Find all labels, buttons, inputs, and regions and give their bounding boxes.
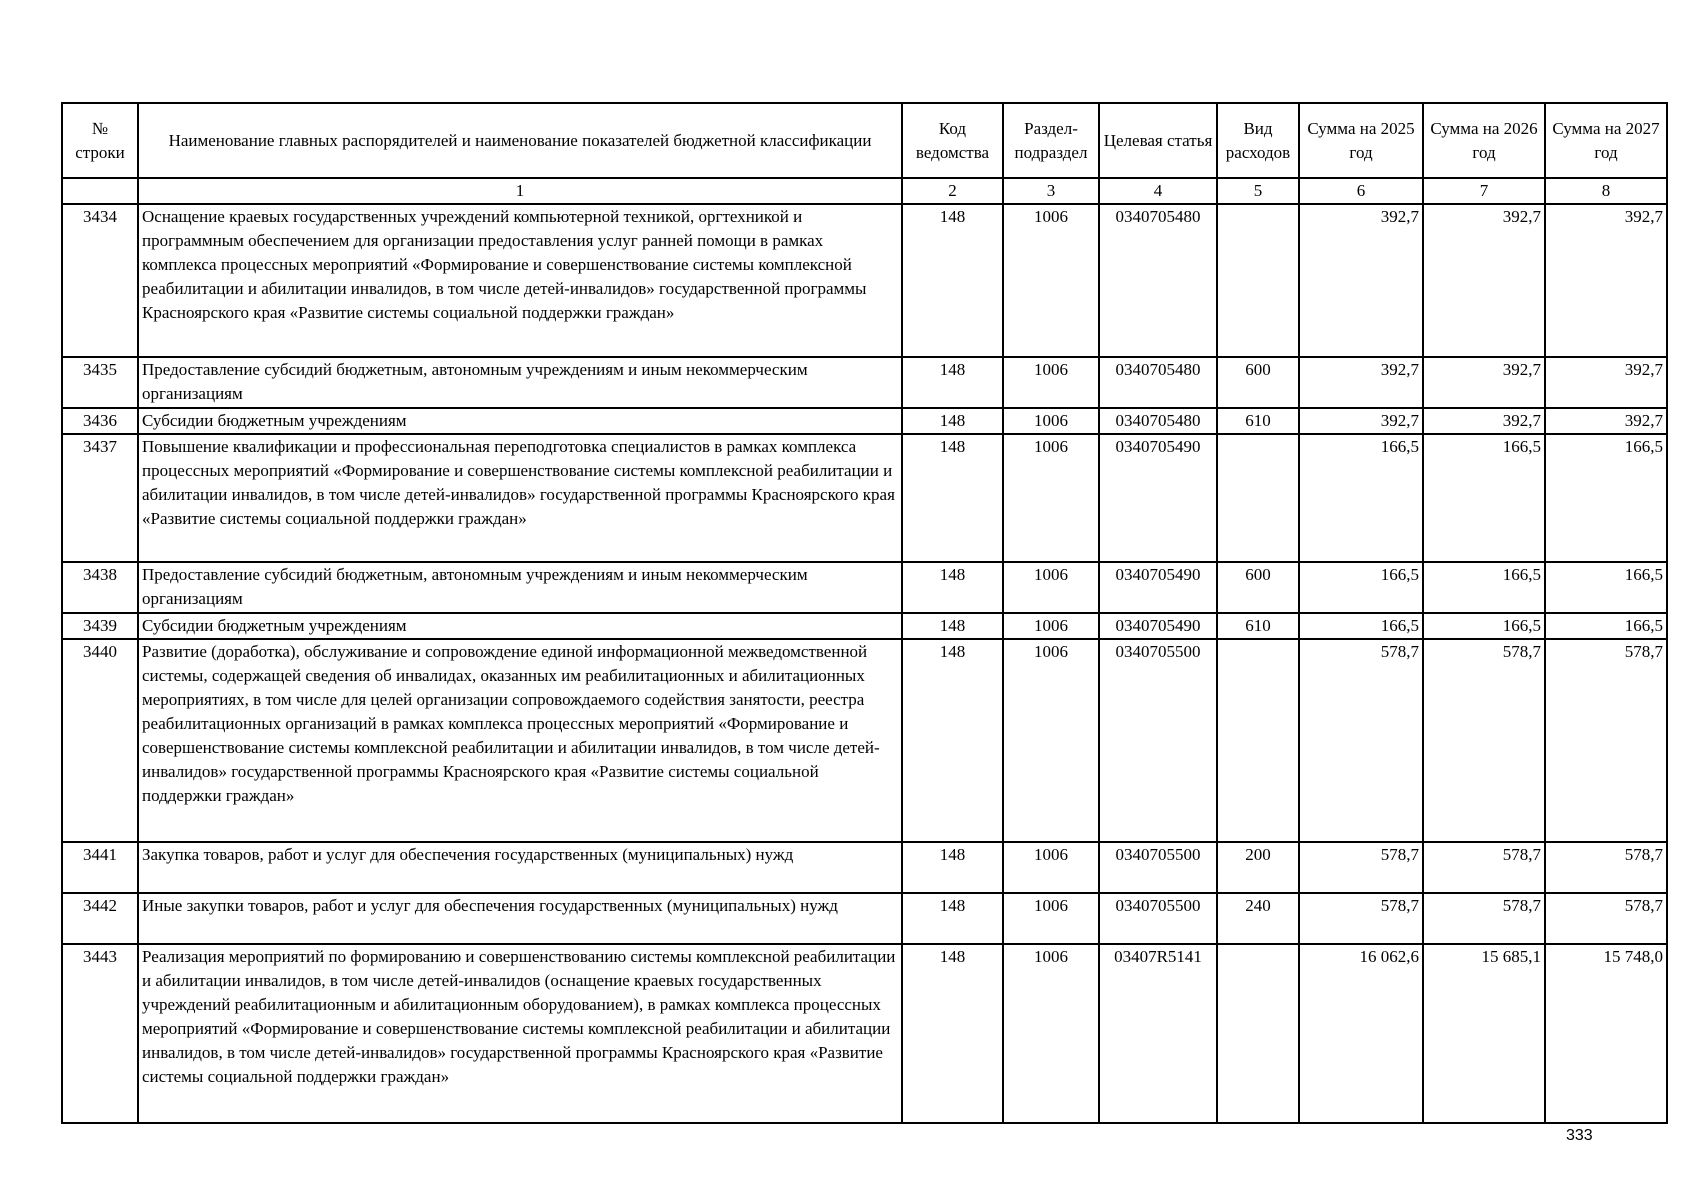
department-code: 148: [902, 639, 1003, 842]
row-number: 3440: [62, 639, 138, 842]
section-code: 1006: [1003, 408, 1099, 434]
sum-2025: 392,7: [1299, 408, 1423, 434]
table-row: [62, 434, 1667, 562]
sum-2025: 578,7: [1299, 893, 1423, 944]
row-number: 3436: [62, 408, 138, 434]
sum-2027: 578,7: [1545, 893, 1667, 944]
column-index: 2: [902, 178, 1003, 204]
header-sum-2026: Сумма на 2026 год: [1423, 103, 1545, 178]
target-article: 03407R5141: [1099, 944, 1217, 1123]
table-row: [62, 613, 1667, 639]
row-name: Субсидии бюджетным учреждениям: [138, 613, 902, 639]
target-article: 0340705490: [1099, 434, 1217, 562]
row-number: 3441: [62, 842, 138, 893]
row-name: Предоставление субсидий бюджетным, автономным учреждениям и иным некоммерческим организациям: [138, 562, 902, 613]
expense-type: [1217, 434, 1299, 562]
row-name: Развитие (доработка), обслуживание и сопровождение единой информационной межведомственной системы, содержащей сведения об инвалидах, оказанных им реабилитационных и абилитационных мероприятиях, в том числе для целей организации сопровождаемого содействия занятости, реестра реабилитационных организаций в рамках комплекса процессных мероприятий «Формирование и совершенствование системы комплексной реабилитации и абилитации инвалидов, в том числе детей-инвалидов» государственной программы Красноярского края «Развитие системы социальной поддержки граждан»: [138, 639, 902, 842]
target-article: 0340705490: [1099, 562, 1217, 613]
sum-2026: 166,5: [1423, 613, 1545, 639]
sum-2026: 578,7: [1423, 893, 1545, 944]
column-index: 8: [1545, 178, 1667, 204]
expense-type: 600: [1217, 357, 1299, 408]
expense-type: [1217, 944, 1299, 1123]
row-name: Закупка товаров, работ и услуг для обеспечения государственных (муниципальных) нужд: [138, 842, 902, 893]
sum-2025: 578,7: [1299, 842, 1423, 893]
sum-2025: 578,7: [1299, 639, 1423, 842]
section-code: 1006: [1003, 357, 1099, 408]
table-row: [62, 562, 1667, 613]
header-sum-2025: Сумма на 2025 год: [1299, 103, 1423, 178]
header-target-article: Целевая статья: [1099, 103, 1217, 178]
budget-table: [61, 102, 1668, 1124]
sum-2025: 16 062,6: [1299, 944, 1423, 1123]
sum-2025: 166,5: [1299, 613, 1423, 639]
section-code: 1006: [1003, 944, 1099, 1123]
sum-2027: 166,5: [1545, 562, 1667, 613]
row-number: 3443: [62, 944, 138, 1123]
department-code: 148: [902, 408, 1003, 434]
column-index: 6: [1299, 178, 1423, 204]
sum-2025: 166,5: [1299, 562, 1423, 613]
sum-2025: 392,7: [1299, 357, 1423, 408]
column-index-row: [62, 178, 1667, 204]
row-number: 3434: [62, 204, 138, 357]
sum-2026: 166,5: [1423, 562, 1545, 613]
row-number: 3435: [62, 357, 138, 408]
target-article: 0340705480: [1099, 357, 1217, 408]
section-code: 1006: [1003, 639, 1099, 842]
row-name: Иные закупки товаров, работ и услуг для обеспечения государственных (муниципальных) нужд: [138, 893, 902, 944]
department-code: 148: [902, 204, 1003, 357]
department-code: 148: [902, 842, 1003, 893]
column-index: 1: [138, 178, 902, 204]
header-expense-type: Вид расходов: [1217, 103, 1299, 178]
row-name: Реализация мероприятий по формированию и совершенствованию системы комплексной реабилитации и абилитации инвалидов, в том числе детей-инвалидов (оснащение краевых государственных учреждений реабилитационным и абилитационным оборудованием), в рамках комплекса процессных мероприятий «Формирование и совершенствование системы комплексной реабилитации и абилитации инвалидов, в том числе детей-инвалидов» государственной программы Красноярского края «Развитие системы социальной поддержки граждан»: [138, 944, 902, 1123]
header-name: Наименование главных распорядителей и наименование показателей бюджетной классификации: [138, 103, 902, 178]
sum-2026: 578,7: [1423, 842, 1545, 893]
sum-2026: 578,7: [1423, 639, 1545, 842]
header-row-number: № строки: [62, 103, 138, 178]
sum-2025: 166,5: [1299, 434, 1423, 562]
department-code: 148: [902, 562, 1003, 613]
table-row: [62, 204, 1667, 357]
section-code: 1006: [1003, 613, 1099, 639]
row-name: Предоставление субсидий бюджетным, автономным учреждениям и иным некоммерческим организациям: [138, 357, 902, 408]
sum-2026: 392,7: [1423, 204, 1545, 357]
sum-2026: 392,7: [1423, 408, 1545, 434]
column-index-empty: [62, 178, 138, 204]
department-code: 148: [902, 434, 1003, 562]
department-code: 148: [902, 357, 1003, 408]
table-body: [62, 204, 1667, 1123]
target-article: 0340705480: [1099, 204, 1217, 357]
sum-2027: 578,7: [1545, 842, 1667, 893]
department-code: 148: [902, 613, 1003, 639]
section-code: 1006: [1003, 842, 1099, 893]
target-article: 0340705500: [1099, 893, 1217, 944]
table-header: [62, 103, 1667, 204]
sum-2027: 578,7: [1545, 639, 1667, 842]
target-article: 0340705490: [1099, 613, 1217, 639]
section-code: 1006: [1003, 893, 1099, 944]
department-code: 148: [902, 944, 1003, 1123]
sum-2027: 15 748,0: [1545, 944, 1667, 1123]
row-name: Оснащение краевых государственных учреждений компьютерной техникой, оргтехникой и программным обеспечением для организации предоставления услуг ранней помощи в рамках комплекса процессных мероприятий «Формирование и совершенствование системы комплексной реабилитации и абилитации инвалидов, в том числе детей-инвалидов» государственной программы Красноярского края «Развитие системы социальной поддержки граждан»: [138, 204, 902, 357]
expense-type: 240: [1217, 893, 1299, 944]
row-number: 3438: [62, 562, 138, 613]
row-number: 3437: [62, 434, 138, 562]
table-row: [62, 842, 1667, 893]
section-code: 1006: [1003, 204, 1099, 357]
table-row: [62, 893, 1667, 944]
sum-2026: 392,7: [1423, 357, 1545, 408]
column-index: 4: [1099, 178, 1217, 204]
target-article: 0340705500: [1099, 639, 1217, 842]
row-number: 3439: [62, 613, 138, 639]
table-row: [62, 408, 1667, 434]
expense-type: [1217, 204, 1299, 357]
row-number: 3442: [62, 893, 138, 944]
table-row: [62, 357, 1667, 408]
page-number: 333: [1566, 1127, 1593, 1144]
sum-2027: 392,7: [1545, 204, 1667, 357]
header-department-code: Код ведомства: [902, 103, 1003, 178]
sum-2026: 166,5: [1423, 434, 1545, 562]
column-index: 7: [1423, 178, 1545, 204]
target-article: 0340705480: [1099, 408, 1217, 434]
sum-2026: 15 685,1: [1423, 944, 1545, 1123]
column-index: 3: [1003, 178, 1099, 204]
header-section: Раздел-подраздел: [1003, 103, 1099, 178]
row-name: Субсидии бюджетным учреждениям: [138, 408, 902, 434]
table-row: [62, 639, 1667, 842]
header-sum-2027: Сумма на 2027 год: [1545, 103, 1667, 178]
column-index: 5: [1217, 178, 1299, 204]
expense-type: [1217, 639, 1299, 842]
sum-2027: 392,7: [1545, 408, 1667, 434]
expense-type: 600: [1217, 562, 1299, 613]
row-name: Повышение квалификации и профессиональная переподготовка специалистов в рамках комплекса процессных мероприятий «Формирование и совершенствование системы комплексной реабилитации и абилитации инвалидов, в том числе детей-инвалидов» государственной программы Красноярского края «Развитие системы социальной поддержки граждан»: [138, 434, 902, 562]
department-code: 148: [902, 893, 1003, 944]
expense-type: 200: [1217, 842, 1299, 893]
sum-2027: 166,5: [1545, 613, 1667, 639]
expense-type: 610: [1217, 613, 1299, 639]
section-code: 1006: [1003, 434, 1099, 562]
sum-2027: 392,7: [1545, 357, 1667, 408]
target-article: 0340705500: [1099, 842, 1217, 893]
sum-2025: 392,7: [1299, 204, 1423, 357]
table-row: [62, 944, 1667, 1123]
sum-2027: 166,5: [1545, 434, 1667, 562]
expense-type: 610: [1217, 408, 1299, 434]
section-code: 1006: [1003, 562, 1099, 613]
